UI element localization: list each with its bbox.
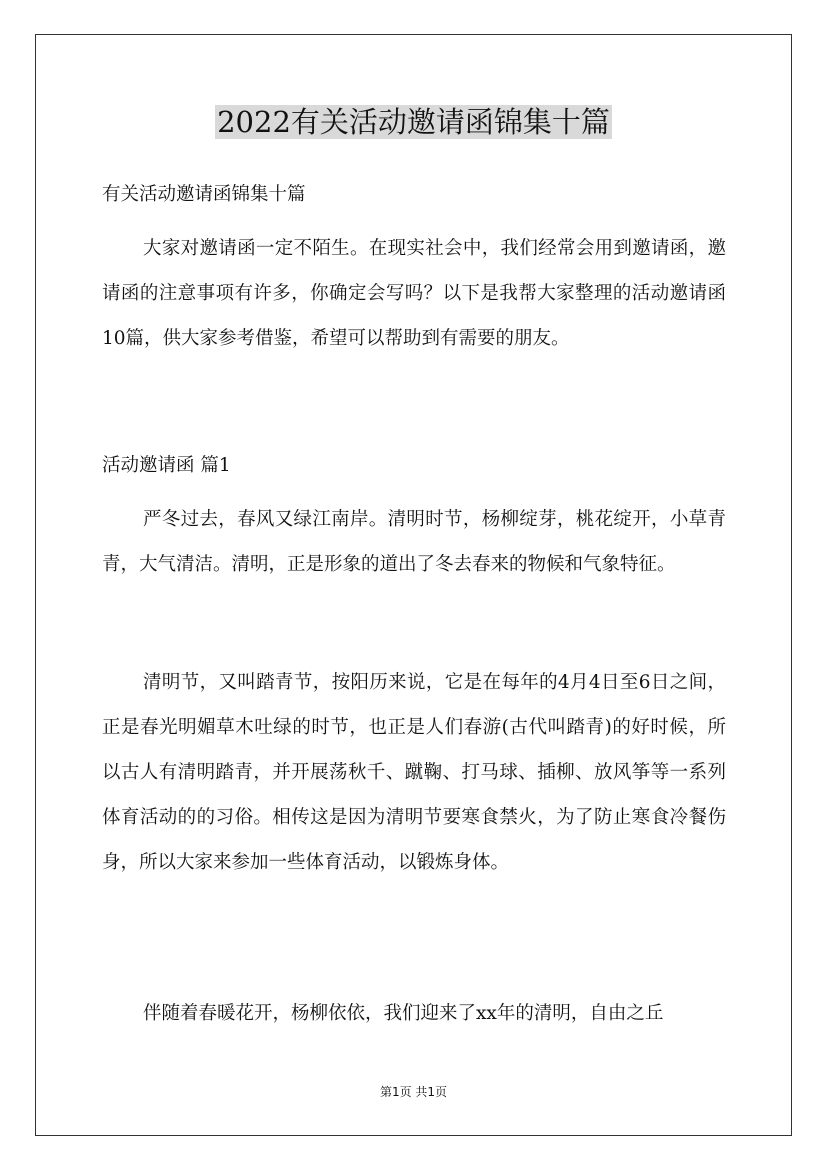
document-subtitle: 有关活动邀请函锦集十篇: [102, 184, 306, 205]
intro-paragraph: 大家对邀请函一定不陌生。在现实社会中，我们经常会用到邀请函，邀请函的注意事项有许多，你确定会写吗？以下是我帮大家整理的活动邀请函10篇，供大家参考借鉴，希望可以帮助到有需要的朋友。: [102, 238, 726, 349]
body-paragraph-2: 清明节，又叫踏青节，按阳历来说，它是在每年的4月4日至6日之间，正是春光明媚草木吐绿的时节，也正是人们春游(古代叫踏青)的好时候，所以古人有清明踏青，并开展荡秋千、蹴鞠、打马球、插柳、放风筝等一系列体育活动的的习俗。相传这是因为清明节要寒食禁火，为了防止寒食冷餐伤身，所以大家来参加一些体育活动，以锻炼身体。: [102, 672, 726, 873]
body-paragraph-1: 严冬过去，春风又绿江南岸。清明时节，杨柳绽芽，桃花绽开，小草青青，大气清洁。清明，正是形象的道出了冬去春来的物候和气象特征。: [102, 509, 726, 575]
document-title-text: 2022有关活动邀请函锦集十篇: [217, 105, 610, 139]
body-paragraph-3: 伴随着春暖花开，杨柳依依，我们迎来了xx年的清明，自由之丘: [143, 1003, 664, 1024]
section-heading: 活动邀请函 篇1: [102, 455, 231, 476]
document-title: [0, 101, 827, 143]
page-number-footer: 第1页 共1页: [379, 1085, 448, 1099]
